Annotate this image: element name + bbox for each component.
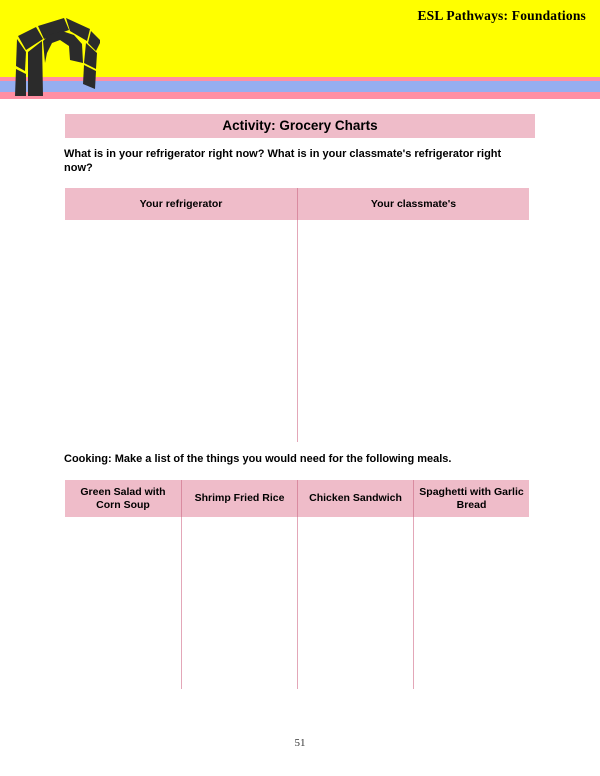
chart-refrigerator-header-cell-0: Your refrigerator [139, 197, 223, 210]
chart-cooking-header-cell-0: Green Salad with Corn Soup [80, 486, 166, 511]
chart-cooking [65, 480, 529, 689]
header-title: ESL Pathways: Foundations [417, 8, 586, 23]
chart-refrigerator-write-area[interactable] [65, 220, 529, 442]
chart-cooking-header-cell-2: Chicken Sandwich [297, 480, 413, 517]
prompt-cooking: Cooking: Make a list of the things you would need for the following meals. [64, 453, 452, 465]
chart-cooking-write-area[interactable] [65, 517, 529, 689]
page-number: 51 [294, 737, 306, 749]
chart-cooking-header-cell-1: Shrimp Fried Rice [181, 480, 297, 517]
page-header [0, 0, 600, 98]
activity-title-bar [65, 114, 535, 138]
prompt-refrigerator: What is in your refrigerator right now? What is in your classmate's refrigerator right now? [64, 148, 502, 174]
chart-cooking-column-divider-1 [181, 517, 182, 689]
activity-title: Activity: Grocery Charts [222, 118, 378, 133]
chart-cooking-column-divider-2 [297, 517, 298, 689]
chart-refrigerator [65, 188, 529, 442]
chart-cooking-header-cell-3: Spaghetti with Garlic Bread [413, 480, 529, 517]
chart-refrigerator-column-divider [297, 220, 298, 442]
chart-cooking-header-row [65, 480, 529, 517]
chart-refrigerator-header-cell-1: Your classmate's [297, 188, 529, 220]
chart-refrigerator-header-row [65, 188, 529, 220]
chart-cooking-column-divider-3 [413, 517, 414, 689]
archway-gateway-logo [12, 8, 100, 96]
